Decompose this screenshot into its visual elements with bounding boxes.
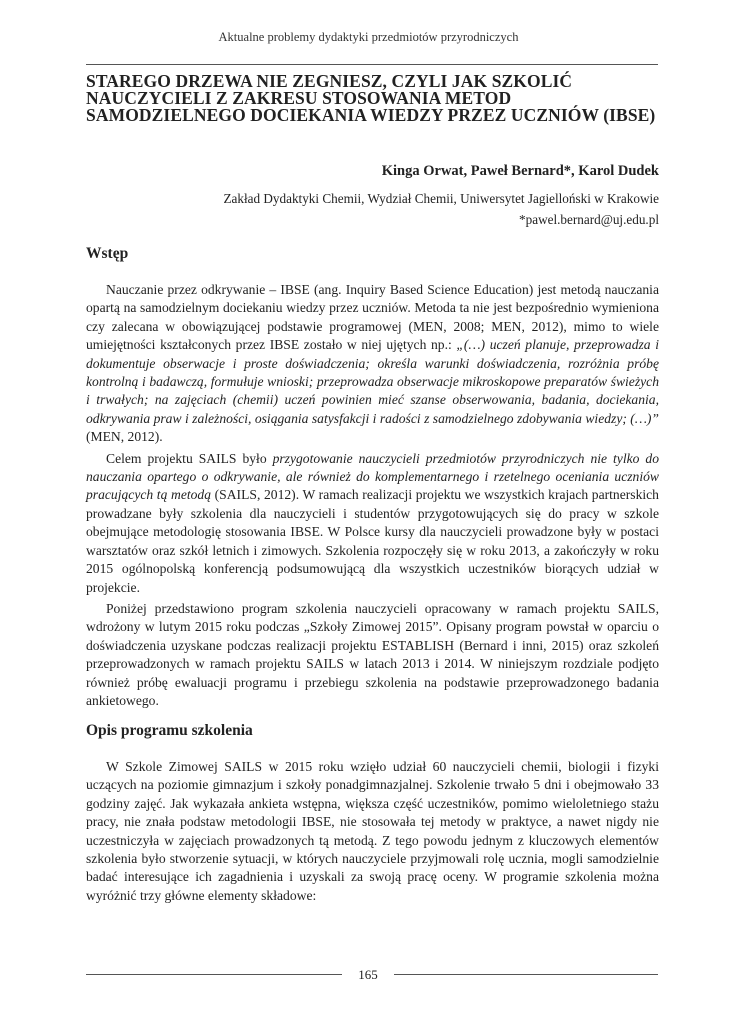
paragraph-text: Celem projektu SAILS było bbox=[106, 450, 273, 466]
page-number: 165 bbox=[358, 967, 378, 982]
quotation: przygotowanie nauczycieli przedmiotów przyrodniczych nie tylko do nauczania opartego o odkrywanie, ale również do komplementarnego i rzetelnego oceniania uczniów pracujących tą metodą bbox=[86, 450, 659, 503]
affiliation-block bbox=[223, 188, 659, 230]
citation: (MEN, 2012). bbox=[86, 429, 163, 445]
affiliation: Zakład Dydaktyki Chemii, Wydział Chemii, Uniwersytet Jagielloński w Krakowie bbox=[223, 191, 659, 206]
section-heading-wstep: Wstęp bbox=[86, 245, 129, 262]
paragraph-text: Nauczanie przez odkrywanie – IBSE (ang. Inquiry Based Science Education) jest metodą nauczania opartą na samodzielnym dociekaniu wiedzy przez uczniów. Metoda ta nie jest bezpośrednio wymieniona czy zalecana w obowiązującej podstawie programowej (MEN, 2008; MEN, 2012), mimo to wiele umiejętności kształconych przez IBSE zostało w niej ujętych np.: bbox=[86, 282, 659, 353]
paragraph-text: (SAILS, 2012). W ramach realizacji projektu we wszystkich krajach partnerskich prowadzane były szkolenia dla nauczycieli i studentów przygotowujących się do pracy w szkole obejmujące metodologię stosowania IBSE. W Polsce kursy dla nauczycieli prowadzone były w postaci warsztatów oraz szkół letnich i zimowych. Szkolenia rozpoczęły się w roku 2013, a zakończyły w roku 2015 ogólnopolską konferencją podsumowującą dla wszystkich uczestników biorących udział w projekcie. bbox=[86, 487, 659, 595]
paragraph bbox=[86, 450, 659, 597]
header-rule bbox=[86, 64, 658, 65]
footer-rule-right bbox=[394, 974, 658, 975]
article-title: STAREGO DRZEWA NIE ZEGNIESZ, CZYLI JAK SZKOLIĆ NAUCZYCIELI Z ZAKRESU STOSOWANIA METOD SAMODZIELNEGO DOCIEKANIA WIEDZY PRZEZ UCZNIÓW (IBSE) bbox=[86, 71, 656, 125]
quotation: „(…) uczeń planuje, przeprowadza i dokumentuje obserwacje i proste doświadczenia; określa warunki doświadczenia, rozróżnia próbę kontrolną i badawczą, formułuje wnioski; przeprowadza obserwacje mikroskopowe preparatów świeżych i trwałych; na zajęciach (chemii) uczeń powinien mieć szanse obserwowania, badania, dociekania, odkrywania praw i zależności, osiągania satysfakcji i radości z samodzielnego zdobywania wiedzy; (…)” bbox=[86, 337, 659, 426]
section-heading-opis: Opis programu szkolenia bbox=[86, 722, 253, 739]
paragraph: W Szkole Zimowej SAILS w 2015 roku wzięło udział 60 nauczycieli chemii, biologii i fizyki uczących na poziomie gimnazjum i szkoły ponadgimnazjalnej. Szkolenie trwało 5 dni i obejmowało 33 godziny zajęć. Jak wykazała ankieta wstępna, większa część uczestników, pomimo wieloletniego stażu pracy, nie znała podstaw metodologii IBSE, nie stosowała tej metody w praktyce, a nawet nigdy nie uczestniczyła w zajęciach prowadzonych tą metodą. Z tego powodu jednym z kluczowych elementów szkolenia było stworzenie sytuacji, w których nauczyciele przyjmowali rolę ucznia, mogli samodzielnie badać interesujące ich zagadnienia i uzyskali za swoją pracę oceny. W programie szkolenia można wyróżnić trzy główne elementy składowe: bbox=[86, 759, 659, 903]
running-header: Aktualne problemy dydaktyki przedmiotów przyrodniczych bbox=[218, 30, 519, 44]
paragraph bbox=[86, 281, 659, 447]
email: *pawel.bernard@uj.edu.pl bbox=[519, 212, 659, 227]
section-body-opis bbox=[86, 758, 659, 905]
paragraph: Poniżej przedstawiono program szkolenia nauczycieli opracowany w ramach projektu SAILS, wdrożony w lutym 2015 roku podczas „Szkoły Zimowej 2015”. Opisany program powstał w oparciu o doświadczenia uzyskane podczas realizacji projektu ESTABLISH (Bernard i inni, 2015) oraz szkoleń przeprowadzonych w ramach projektu SAILS w latach 2013 i 2014. W niniejszym rozdziale podjęto również próbę ewaluacji programu i przebiegu szkolenia na podstawie przeprowadzonego badania ankietowego. bbox=[86, 600, 659, 708]
authors: Kinga Orwat, Paweł Bernard*, Karol Dudek bbox=[381, 163, 659, 179]
footer-rule-left bbox=[86, 974, 342, 975]
section-body-wstep bbox=[86, 281, 659, 710]
